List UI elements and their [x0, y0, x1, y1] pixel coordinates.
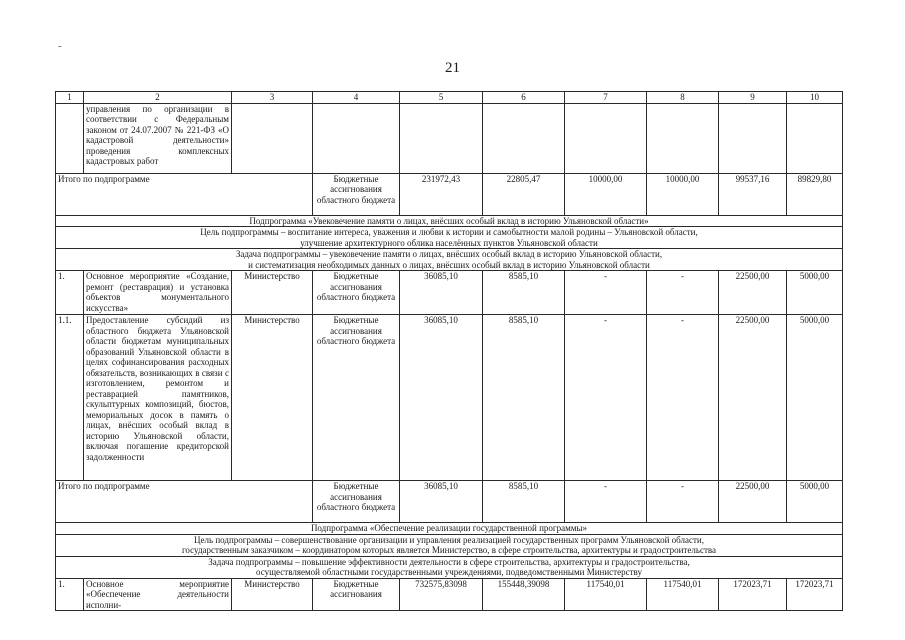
subprogram-title: Подпрограмма «Обеспечение реализации государственной программы» [56, 523, 843, 535]
funding-source: Бюджетные ассигнования областного бюджета [313, 481, 400, 523]
column-number: 6 [483, 92, 565, 104]
budget-table [55, 91, 843, 611]
activity-description: Основное мероприятие «Создание, ремонт (реставрация) и установка объектов монументального искусства» [84, 271, 232, 315]
subtotal-label: Итого по подпрограмме [56, 173, 313, 215]
value-cell: - [647, 271, 719, 315]
value-cell: 172023,71 [787, 578, 843, 611]
row-number: 1. [56, 271, 84, 315]
table-row [56, 271, 843, 315]
funding-source: Бюджетные ассигнования областного бюджета [313, 173, 400, 215]
value-cell: 8585,10 [483, 271, 565, 315]
subprogram-task: Задача подпрограммы – повышение эффективности деятельности в сфере строительства, архитектуры и градостроительства, осуществляемой областными государственными учреждениями, подведомственными Министерству [56, 556, 843, 578]
table-row [56, 578, 843, 611]
subprogram-goal: Цель подпрограммы – совершенствование организации и управления реализацией государственных программ Ульяновской области, государственным заказчиком – координатором которых является Министерство, в сфере строительства, архитектуры и градостроительства [56, 534, 843, 556]
value-cell: 5000,00 [787, 315, 843, 481]
column-number: 1 [56, 92, 84, 104]
value-cell: 155448,39098 [483, 578, 565, 611]
executor: Министерство [232, 315, 313, 481]
table-row [56, 315, 843, 481]
page-number: 21 [445, 60, 460, 76]
value-cell: 231972,43 [400, 173, 483, 215]
subtotal-row [56, 173, 843, 215]
value-cell: 117540,01 [565, 578, 647, 611]
subprogram-title-row [56, 215, 843, 227]
subprogram-task-row [56, 249, 843, 271]
value-cell: 36085,10 [400, 481, 483, 523]
value-cell: 89829,80 [787, 173, 843, 215]
value-cell: 8585,10 [483, 315, 565, 481]
executor: Министерство [232, 271, 313, 315]
value-cell: 5000,00 [787, 271, 843, 315]
activity-description: управления по организации в соответствии с Федеральным законом от 24.07.2007 № 221-ФЗ «О кадастровой деятельности» проведения комплексных кадастровых работ [84, 103, 232, 173]
value-cell: 172023,71 [719, 578, 787, 611]
row-number: 1.1. [56, 315, 84, 481]
subprogram-title-row [56, 523, 843, 535]
value-cell: - [647, 481, 719, 523]
value-cell: 732575,83098 [400, 578, 483, 611]
column-number: 9 [719, 92, 787, 104]
column-number: 5 [400, 92, 483, 104]
value-cell: 8585,10 [483, 481, 565, 523]
subprogram-goal-row [56, 227, 843, 249]
subprogram-goal-row [56, 534, 843, 556]
subprogram-task: Задача подпрограммы – увековечение памяти о лицах, внёсших особый вклад в историю Ульяновской области, и систематизация необходимых данных о лицах, внёсших особый вклад в историю Ульяновской области [56, 249, 843, 271]
value-cell: 22500,00 [719, 315, 787, 481]
subprogram-task-row [56, 556, 843, 578]
value-cell: 10000,00 [647, 173, 719, 215]
row-number: 1. [56, 578, 84, 611]
column-number-row [56, 92, 843, 104]
column-number: 3 [232, 92, 313, 104]
value-cell: 22500,00 [719, 481, 787, 523]
funding-source: Бюджетные ассигнования [313, 578, 400, 611]
subprogram-goal: Цель подпрограммы – воспитание интереса, уважения и любви к истории и самобытности малой родины – Ульяновской области, улучшение архитектурного облика населённых пунктов Ульяновской области [56, 227, 843, 249]
value-cell: 10000,00 [565, 173, 647, 215]
corner-mark: - [58, 40, 62, 52]
column-number: 2 [84, 92, 232, 104]
value-cell: - [565, 315, 647, 481]
activity-description: Предоставление субсидий из областного бюджета Ульяновской области бюджетам муниципальных образований Ульяновской области в целях софинансирования расходных обязательств, возникающих в связи с изготовлением, ремонтом и реставрацией памятников, скульптурных композиций, бюстов, мемориальных досок в память о лицах, внёсших особый вклад в историю Ульяновской области, включая погашение кредиторской задолженности [84, 315, 232, 481]
subtotal-label: Итого по подпрограмме [56, 481, 313, 523]
value-cell: 5000,00 [787, 481, 843, 523]
value-cell: 36085,10 [400, 271, 483, 315]
activity-description: Основное мероприятие «Обеспечение деятельности исполни- [84, 578, 232, 611]
value-cell: 117540,01 [647, 578, 719, 611]
subprogram-title: Подпрограмма «Увековечение памяти о лицах, внёсших особый вклад в историю Ульяновской области» [56, 215, 843, 227]
table-row [56, 103, 843, 173]
value-cell: - [565, 481, 647, 523]
value-cell: - [565, 271, 647, 315]
column-number: 4 [313, 92, 400, 104]
executor: Министерство [232, 578, 313, 611]
value-cell: 99537,16 [719, 173, 787, 215]
column-number: 8 [647, 92, 719, 104]
column-number: 10 [787, 92, 843, 104]
value-cell: 22500,00 [719, 271, 787, 315]
funding-source: Бюджетные ассигнования областного бюджета [313, 271, 400, 315]
subtotal-row [56, 481, 843, 523]
funding-source: Бюджетные ассигнования областного бюджета [313, 315, 400, 481]
value-cell: 22805,47 [483, 173, 565, 215]
value-cell: 36085,10 [400, 315, 483, 481]
value-cell: - [647, 315, 719, 481]
column-number: 7 [565, 92, 647, 104]
